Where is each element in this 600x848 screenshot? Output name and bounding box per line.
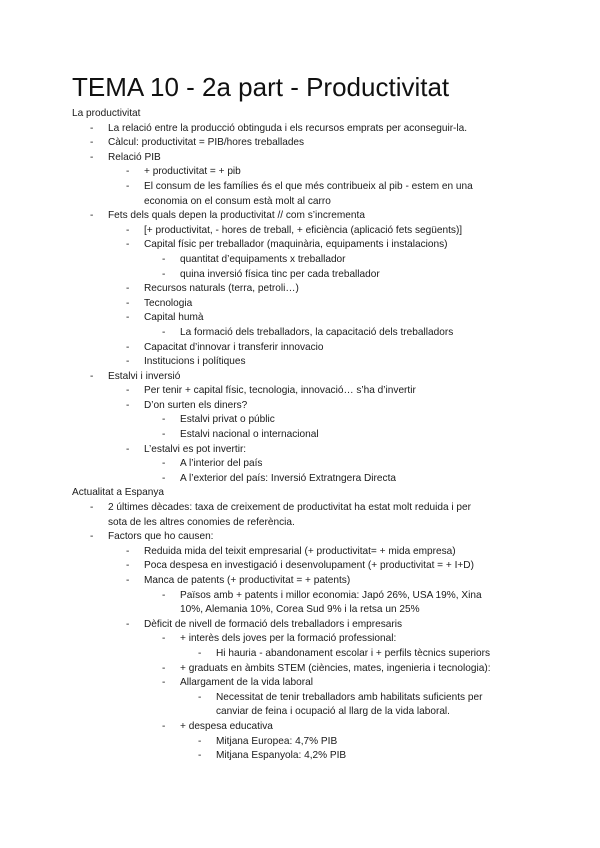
- list-item: [0, 662, 600, 677]
- bullet-dash: -: [126, 180, 130, 192]
- bullet-dash: -: [162, 326, 166, 338]
- list-item-text: + graduats en àmbits STEM (ciències, mates, ingenieria i tecnologia):: [180, 662, 491, 674]
- list-item-text: L’estalvi es pot invertir:: [144, 443, 247, 455]
- list-item: [0, 735, 600, 750]
- list-item: [0, 195, 600, 210]
- list-item: [0, 224, 600, 239]
- bullet-dash: -: [90, 502, 94, 514]
- list-item: [0, 399, 600, 414]
- bullet-dash: -: [90, 370, 94, 382]
- list-item: [0, 311, 600, 326]
- list-item-text: La relació entre la producció obtinguda i els recursos emprats per aconseguir-la.: [108, 122, 468, 134]
- list-item-text: sota de les altres conomies de referència.: [108, 516, 295, 528]
- bullet-dash: -: [126, 618, 130, 630]
- list-item: [0, 603, 600, 618]
- list-item-text: Allargament de la vida laboral: [180, 677, 313, 689]
- list-item: [0, 676, 600, 691]
- bullet-dash: -: [198, 735, 202, 747]
- list-item: [0, 720, 600, 735]
- bullet-dash: -: [162, 472, 166, 484]
- list-item-text: Mitjana Espanyola: 4,2% PIB: [216, 750, 347, 762]
- bullet-dash: -: [90, 210, 94, 222]
- bullet-dash: -: [162, 458, 166, 470]
- bullet-dash: -: [162, 633, 166, 645]
- list-item: [0, 705, 600, 720]
- list-item: [0, 749, 600, 764]
- bullet-dash: -: [126, 166, 130, 178]
- list-item-text: La productivitat: [72, 108, 141, 119]
- list-item-text: quina inversió física tinc per cada treballador: [180, 268, 380, 280]
- list-item-text: [+ productivitat, - hores de treball, + eficiència (aplicació fets següents)]: [144, 224, 463, 236]
- list-item-text: A l’exterior del país: Inversió Extratngera Directa: [180, 472, 396, 484]
- list-item-text: canviar de feina i ocupació al llarg de la vida laboral.: [216, 706, 450, 718]
- page-title: TEMA 10 - 2a part - Productivitat: [72, 72, 450, 102]
- bullet-dash: -: [90, 122, 94, 134]
- list-item: [0, 516, 600, 531]
- bullet-dash: -: [126, 283, 130, 295]
- list-item-text: D’on surten els diners?: [144, 399, 248, 411]
- list-item-text: Estalvi i inversió: [108, 370, 181, 382]
- list-item: [0, 647, 600, 662]
- list-item-text: Capital humà: [144, 312, 204, 324]
- section-heading: [0, 486, 600, 501]
- list-item: [0, 253, 600, 268]
- list-item-text: Per tenir + capital físic, tecnologia, innovació… s’ha d’invertir: [144, 385, 416, 397]
- bullet-dash: -: [126, 356, 130, 368]
- bullet-dash: -: [198, 750, 202, 762]
- list-item-text: Relació PIB: [108, 151, 161, 163]
- list-item-text: Actualitat a Espanya: [72, 487, 165, 499]
- list-item-text: El consum de les famílies és el que més contribueix al pib - estem en una: [144, 180, 473, 192]
- list-item-text: + productivitat = + pib: [144, 166, 241, 178]
- list-item: [0, 443, 600, 458]
- list-item: [0, 559, 600, 574]
- list-item: [0, 428, 600, 443]
- section-heading: [0, 107, 600, 122]
- list-item: [0, 165, 600, 180]
- list-item: [0, 530, 600, 545]
- list-item: [0, 370, 600, 385]
- list-item-text: Capacitat d’innovar i transferir innovacio: [144, 341, 324, 353]
- bullet-dash: -: [126, 297, 130, 309]
- list-item-text: Estalvi nacional o internacional: [180, 429, 319, 441]
- bullet-dash: -: [126, 399, 130, 411]
- list-item-text: Països amb + patents i millor economia: Japó 26%, USA 19%, Xina: [180, 589, 482, 601]
- list-item-text: Hi hauria - abandonament escolar i + perfils tècnics superiors: [216, 647, 491, 659]
- list-item: [0, 341, 600, 356]
- bullet-dash: -: [162, 677, 166, 689]
- list-item: [0, 691, 600, 706]
- list-item: [0, 180, 600, 195]
- list-item-text: economia on el consum està molt al carro: [144, 195, 331, 207]
- list-item: [0, 297, 600, 312]
- list-item-text: Estalvi privat o públic: [180, 414, 275, 426]
- list-item: [0, 238, 600, 253]
- list-item: [0, 136, 600, 151]
- list-item-text: Mitjana Europea: 4,7% PIB: [216, 735, 338, 747]
- list-item: [0, 501, 600, 516]
- bullet-dash: -: [90, 531, 94, 543]
- list-item-text: + despesa educativa: [180, 720, 273, 732]
- list-item: [0, 618, 600, 633]
- list-item-text: Fets dels quals depen la productivitat // com s’incrementa: [108, 210, 365, 222]
- list-item-text: Manca de patents (+ productivitat = + patents): [144, 575, 351, 586]
- list-item: [0, 282, 600, 297]
- list-item-text: La formació dels treballadors, la capacitació dels treballadors: [180, 326, 454, 338]
- bullet-dash: -: [126, 385, 130, 397]
- list-item: [0, 355, 600, 370]
- list-item: [0, 413, 600, 428]
- list-item: [0, 574, 600, 589]
- bullet-dash: -: [126, 239, 130, 251]
- list-item: [0, 268, 600, 283]
- list-item-text: Dèficit de nivell de formació dels treballadors i empresaris: [144, 618, 403, 630]
- list-item: [0, 632, 600, 647]
- list-item-text: 10%, Alemania 10%, Corea Sud 9% i la retsa un 25%: [180, 604, 420, 616]
- bullet-dash: -: [126, 575, 130, 586]
- bullet-dash: -: [126, 312, 130, 324]
- list-item-text: Factors que ho causen:: [108, 531, 214, 543]
- bullet-dash: -: [126, 341, 130, 353]
- list-item-text: Tecnologia: [144, 297, 193, 309]
- bullet-dash: -: [162, 414, 166, 426]
- bullet-dash: -: [90, 151, 94, 163]
- list-item-text: Capital físic per treballador (maquinària, equipaments i instalacions): [144, 239, 448, 251]
- bullet-dash: -: [162, 268, 166, 280]
- list-item-text: Poca despesa en investigació i desenvolupament (+ productivitat = + I+D): [144, 560, 474, 572]
- list-item: [0, 589, 600, 604]
- list-item-text: A l’interior del país: [180, 458, 263, 470]
- list-item-text: quantitat d’equipaments x treballador: [180, 253, 346, 265]
- bullet-dash: -: [126, 443, 130, 455]
- list-item: [0, 472, 600, 487]
- bullet-dash: -: [126, 545, 130, 557]
- bullet-dash: -: [126, 560, 130, 572]
- list-item-text: + interès dels joves per la formació professional:: [180, 633, 397, 645]
- list-item: [0, 457, 600, 472]
- list-item: [0, 545, 600, 560]
- bullet-dash: -: [90, 137, 94, 149]
- list-item: [0, 122, 600, 137]
- list-item-text: Recursos naturals (terra, petroli…): [144, 283, 299, 295]
- list-item-text: Reduida mida del teixit empresarial (+ productivitat= + mida empresa): [144, 545, 456, 557]
- list-item-text: 2 últimes dècades: taxa de creixement de productivitat ha estat molt reduida i per: [108, 502, 472, 514]
- bullet-dash: -: [126, 224, 130, 236]
- bullet-dash: -: [198, 647, 202, 659]
- list-item: [0, 326, 600, 341]
- outline-list: [0, 107, 600, 764]
- bullet-dash: -: [162, 589, 166, 601]
- list-item-text: Institucions i polítiques: [144, 356, 246, 368]
- bullet-dash: -: [162, 720, 166, 732]
- bullet-dash: -: [162, 429, 166, 441]
- bullet-dash: -: [162, 253, 166, 265]
- bullet-dash: -: [162, 662, 166, 674]
- bullet-dash: -: [198, 691, 202, 703]
- list-item-text: Càlcul: productivitat = PIB/hores treballades: [108, 137, 305, 149]
- list-item: [0, 151, 600, 166]
- list-item: [0, 209, 600, 224]
- list-item-text: Necessitat de tenir treballadors amb habilitats suficients per: [216, 691, 483, 703]
- list-item: [0, 384, 600, 399]
